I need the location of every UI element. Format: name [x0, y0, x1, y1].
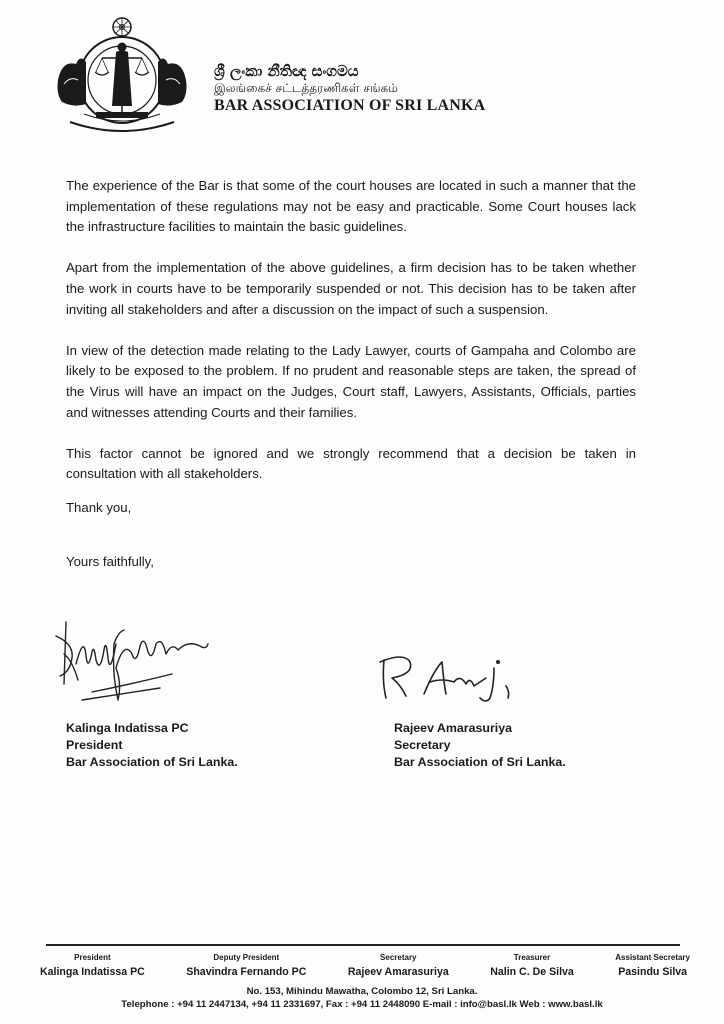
- officer-president: [40, 952, 145, 980]
- signatory-org: Bar Association of Sri Lanka.: [66, 755, 238, 769]
- signatory-name: Kalinga Indatissa PC: [66, 721, 189, 735]
- officer-name: Shavindra Fernando PC: [186, 966, 307, 978]
- org-name-tamil: இலங்கைச் சட்டத்தரணிகள் சங்கம்: [214, 81, 398, 95]
- signatory-org: Bar Association of Sri Lanka.: [394, 755, 566, 769]
- closing-line: Yours faithfully,: [66, 554, 154, 569]
- signatory-title: Secretary: [394, 738, 451, 752]
- paragraph: Apart from the implementation of the above guidelines, a firm decision has to be taken whether the work in courts have to be temporarily suspended or not. This decision has to be taken after inviting all stakeholders and after a discussion on the impact of such a suspension.: [66, 260, 636, 317]
- paragraph: In view of the detection made relating to the Lady Lawyer, courts of Gampaha and Colombo are likely to be exposed to the problem. If no prudent and reasonable steps are taken, the spread of the Virus will have an impact on the Judges, Court staff, Lawyers, Assistants, Officials, parties and witnesses attending Courts and their families.: [66, 342, 636, 420]
- officer-secretary: [348, 952, 449, 980]
- paragraph: The experience of the Bar is that some of the court houses are located in such a manner that the implementation of these regulations may not be easy and practicable. Some Court houses lack the infrastructure facilities to maintain the basic guidelines.: [66, 178, 636, 235]
- officer-treasurer: [490, 952, 574, 980]
- signatory-secretary: [394, 720, 566, 771]
- office-bearers: [40, 952, 690, 980]
- footer-divider: [46, 944, 680, 946]
- signatory-name: Rajeev Amarasuriya: [394, 721, 513, 735]
- footer-contact: Telephone : +94 11 2447134, +94 11 2331697, Fax : +94 11 2448090 E-mail : info@basl.lk Web : www.basl.lk: [121, 999, 603, 1010]
- signatory-president: [66, 720, 238, 771]
- org-name-english: BAR ASSOCIATION OF SRI LANKA: [214, 97, 486, 114]
- letterhead-names: [214, 62, 485, 116]
- org-name-sinhala: ශ්‍රී ලංකා නීතිඥ සංගමය: [214, 62, 359, 80]
- letter-body: [66, 176, 636, 506]
- footer-address: No. 153, Mihindu Mawatha, Colombo 12, Sri Lanka.: [246, 986, 478, 997]
- thanks-line: Thank you,: [66, 500, 132, 515]
- signatory-title: President: [66, 738, 123, 752]
- officer-name: Rajeev Amarasuriya: [347, 966, 449, 978]
- officer-title: President: [74, 953, 111, 962]
- paragraph: This factor cannot be ignored and we strongly recommend that a decision be taken in consultation with all stakeholders.: [66, 445, 636, 482]
- officer-title: Assistant Secretary: [615, 953, 690, 962]
- secretary-signature: [370, 648, 520, 712]
- president-signature: [52, 614, 212, 714]
- officer-deputy-president: [186, 952, 306, 980]
- officer-title: Treasurer: [513, 953, 551, 962]
- officer-assistant-secretary: [615, 952, 690, 980]
- bar-association-emblem: [56, 14, 188, 136]
- officer-name: Kalinga Indatissa PC: [40, 966, 145, 978]
- officer-name: Pasindu Silva: [618, 966, 688, 978]
- officer-name: Nalin C. De Silva: [490, 966, 574, 978]
- officer-title: Deputy President: [213, 953, 280, 962]
- officer-title: Secretary: [380, 953, 417, 962]
